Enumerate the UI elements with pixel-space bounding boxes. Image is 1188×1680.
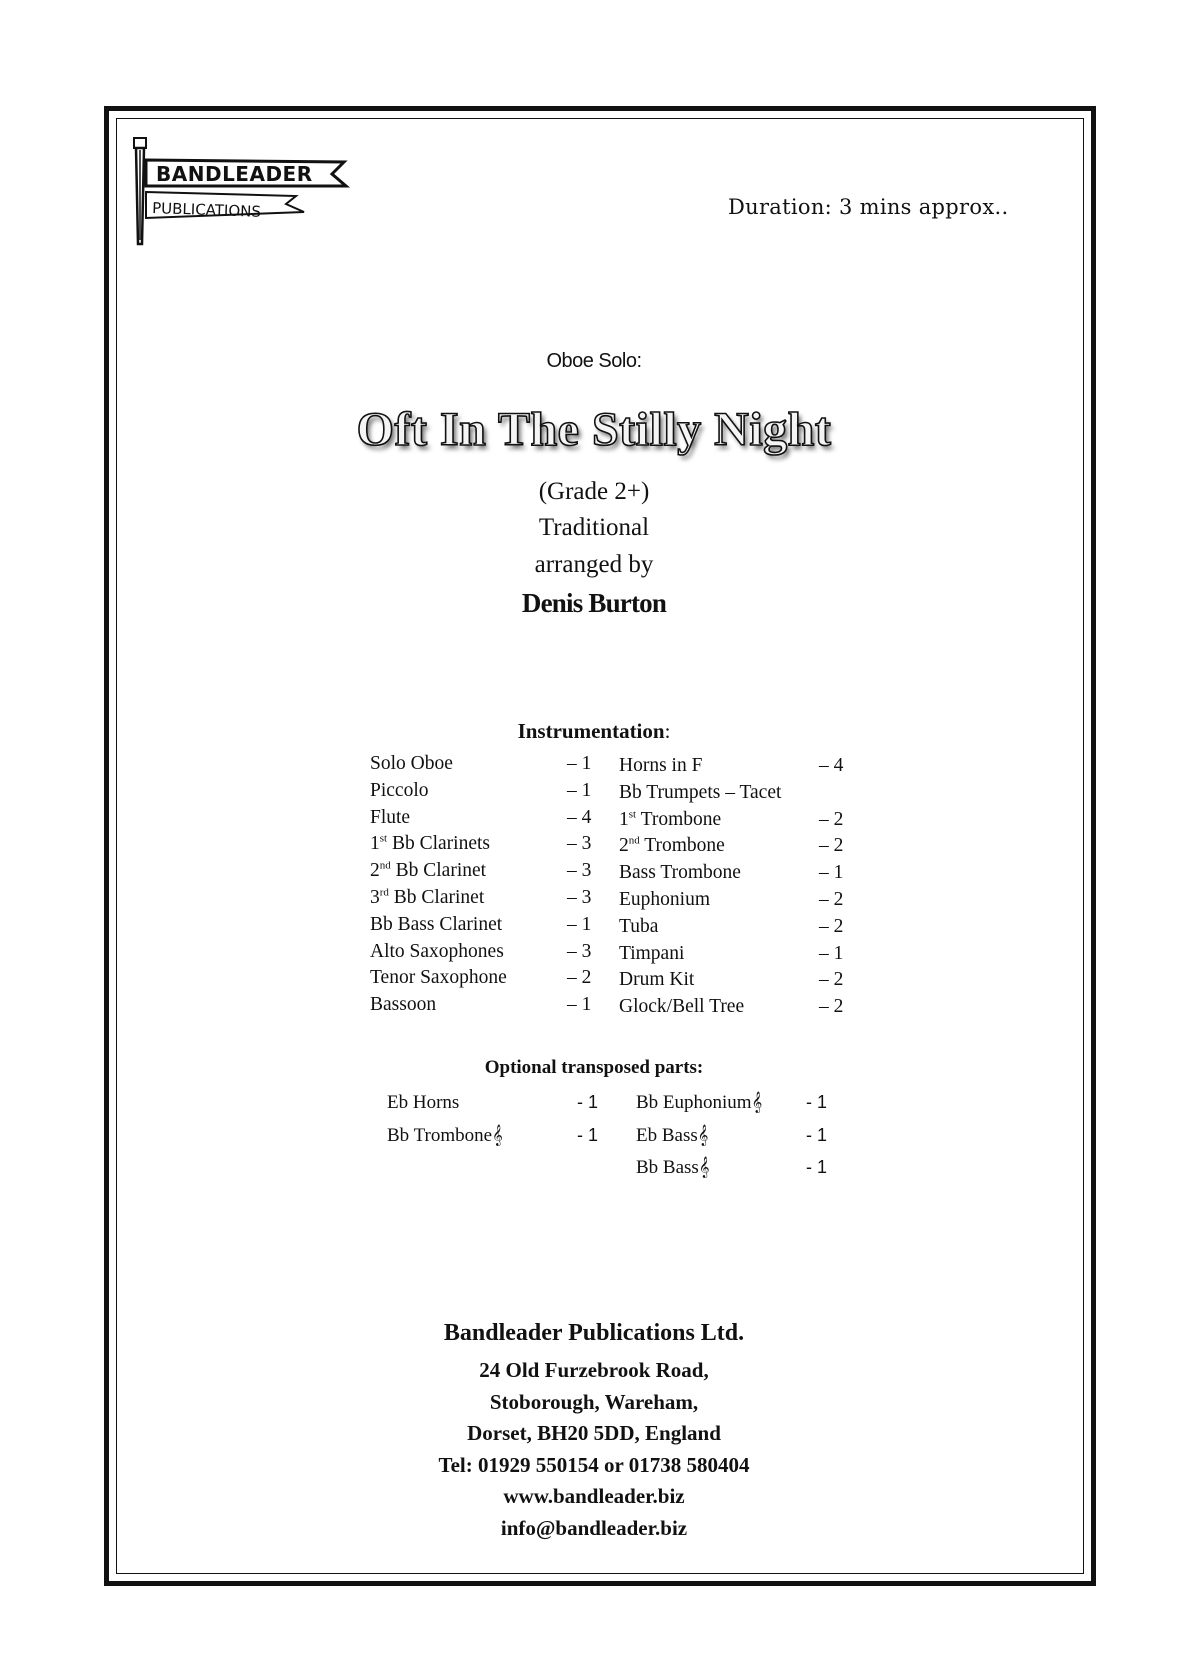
instrument-ordinal: 3 [370,887,380,908]
instrument-count: – 1 [819,862,844,884]
instrument-ordinal-suffix: rd [379,886,389,899]
solo-label: Oboe Solo: [546,350,642,372]
grade-text: (Grade 2+) [538,478,650,505]
instrument-label: Bb Clarinets [387,833,491,855]
treble-clef-icon: 𝄞 [698,1157,710,1178]
optional-part-name: Eb Bass [636,1124,698,1146]
instrument-count: – 2 [819,889,844,910]
instrument-label: Tenor Saxophone [370,967,507,989]
piece-title: Oft In The Stilly Night [356,403,832,456]
duration-text: Duration: 3 mins approx.. [728,195,1009,219]
instrument-label: Glock/Bell Tree [619,996,745,1018]
instrument-name [619,755,702,777]
instrument-count: – 3 [567,940,592,962]
instrument-name [619,862,741,884]
instrument-name [619,835,725,857]
instrument-list-left [370,753,600,1023]
publisher-address-line: Dorset, BH20 5DD, England [467,1421,721,1445]
instrument-name [370,860,486,882]
optional-part-name: Eb Horns [387,1092,460,1113]
instrument-label: Trombone [639,835,725,857]
instrument-name [619,969,694,991]
instrument-ordinal: 2 [370,860,380,882]
optional-parts-right [636,1092,856,1192]
publisher-address-line: 24 Old Furzebrook Road, [479,1358,709,1382]
instrument-label: Piccolo [370,779,429,801]
instrument-name [619,809,721,831]
instrument-count: – 1 [567,913,592,935]
instrument-label: Tuba [619,915,659,937]
instrument-name [370,807,410,829]
instrument-label: Horns in F [619,755,703,776]
instrument-label: Timpani [619,942,685,964]
optional-parts-heading: Optional transposed parts: [484,1057,704,1078]
instrument-count: – 4 [819,755,844,776]
instrument-ordinal: 1 [619,808,629,830]
instrumentation-heading-text: Instrumentation [517,719,665,743]
instrument-name [370,994,436,1016]
instrument-label: Alto Saxophones [370,940,504,962]
instrument-name [370,753,453,775]
publisher-address-line: info@bandleader.biz [500,1515,688,1540]
instrument-ordinal: 1 [370,833,380,855]
page-border-inner [116,118,1084,1574]
instrument-name [619,782,781,804]
instrument-name [370,887,484,909]
treble-clef-icon: 𝄞 [751,1092,763,1113]
instrument-label: Bb Clarinet [388,887,485,908]
instrument-label: Trombone [636,808,722,830]
instrument-label: Flute [370,806,411,828]
instrument-list-right [619,755,849,1025]
logo-text-bandleader: BANDLEADER [156,162,313,186]
instrument-count: – 2 [819,835,844,857]
instrument-name [619,916,658,938]
instrumentation-colon: : [664,719,671,743]
instrument-count: – 1 [567,753,592,774]
optional-part-count: - 1 [577,1124,599,1145]
instrument-label: Drum Kit [619,969,695,991]
optional-part-row [636,1092,828,1114]
instrument-ordinal-suffix: nd [379,859,391,872]
optional-part-row [387,1092,599,1114]
arranger-name: Denis Burton [521,588,667,618]
instrument-ordinal-suffix: st [379,832,388,845]
instrument-label: Euphonium [619,889,710,910]
instrument-count: – 1 [567,779,592,801]
publisher-name: Bandleader Publications Ltd. [443,1320,745,1346]
optional-part-count: - 1 [806,1124,828,1145]
optional-part-name: Bb Bass [636,1157,699,1178]
optional-part-row [636,1157,828,1179]
publisher-address-line: Tel: 01929 550154 or 01738 580404 [438,1452,750,1477]
instrument-count: – 1 [819,942,844,964]
instrument-count: – 2 [819,915,844,937]
optional-part-count: - 1 [577,1092,599,1112]
instrument-count: – 3 [567,833,592,855]
treble-clef-icon: 𝄞 [697,1124,709,1146]
instrument-name [370,914,502,936]
logo-text-publications: PUBLICATIONS [151,199,262,221]
treble-clef-icon: 𝄞 [492,1124,503,1146]
bandleader-logo [126,136,366,248]
instrument-count: – 3 [567,887,592,908]
instrument-count: – 2 [567,967,592,989]
optional-part-name: Bb Trombone [387,1124,493,1146]
instrument-label: Bass Trombone [619,862,741,884]
optional-part-count: - 1 [806,1157,828,1177]
optional-parts-left [387,1092,607,1162]
instrument-name [370,833,490,855]
instrument-label: Solo Oboe [370,753,453,774]
instrument-ordinal-suffix: nd [628,834,640,847]
instrument-ordinal: 2 [619,835,629,857]
instrument-label: Bb Bass Clarinet [370,913,503,935]
publisher-address-line: www.bandleader.biz [503,1484,685,1508]
instrument-count: – 2 [819,969,844,991]
instrument-name [370,941,504,963]
instrument-name [619,943,684,965]
instrument-name [619,996,744,1018]
optional-part-count: - 1 [806,1092,828,1112]
optional-part-name: Bb Euphonium [636,1092,752,1113]
instrumentation-heading [0,719,1188,744]
instrument-count: – 2 [819,996,844,1018]
arranged-by-text: arranged by [534,551,654,578]
instrument-name [619,889,710,911]
instrument-count: – 4 [567,806,592,828]
publisher-address-line: Stoborough, Wareham, [489,1389,699,1414]
optional-part-row [387,1124,599,1147]
optional-part-row [636,1124,828,1147]
instrument-count: – 1 [567,994,592,1016]
instrument-ordinal-suffix: st [628,808,637,821]
traditional-text: Traditional [538,514,650,541]
instrument-label: Bb Trumpets – Tacet [619,781,782,803]
instrument-label: Bb Clarinet [390,860,487,882]
instrument-count: – 2 [819,808,844,830]
instrument-label: Bassoon [370,994,437,1016]
instrument-name [370,967,507,989]
instrument-count: – 3 [567,860,592,882]
instrument-name [370,780,429,802]
